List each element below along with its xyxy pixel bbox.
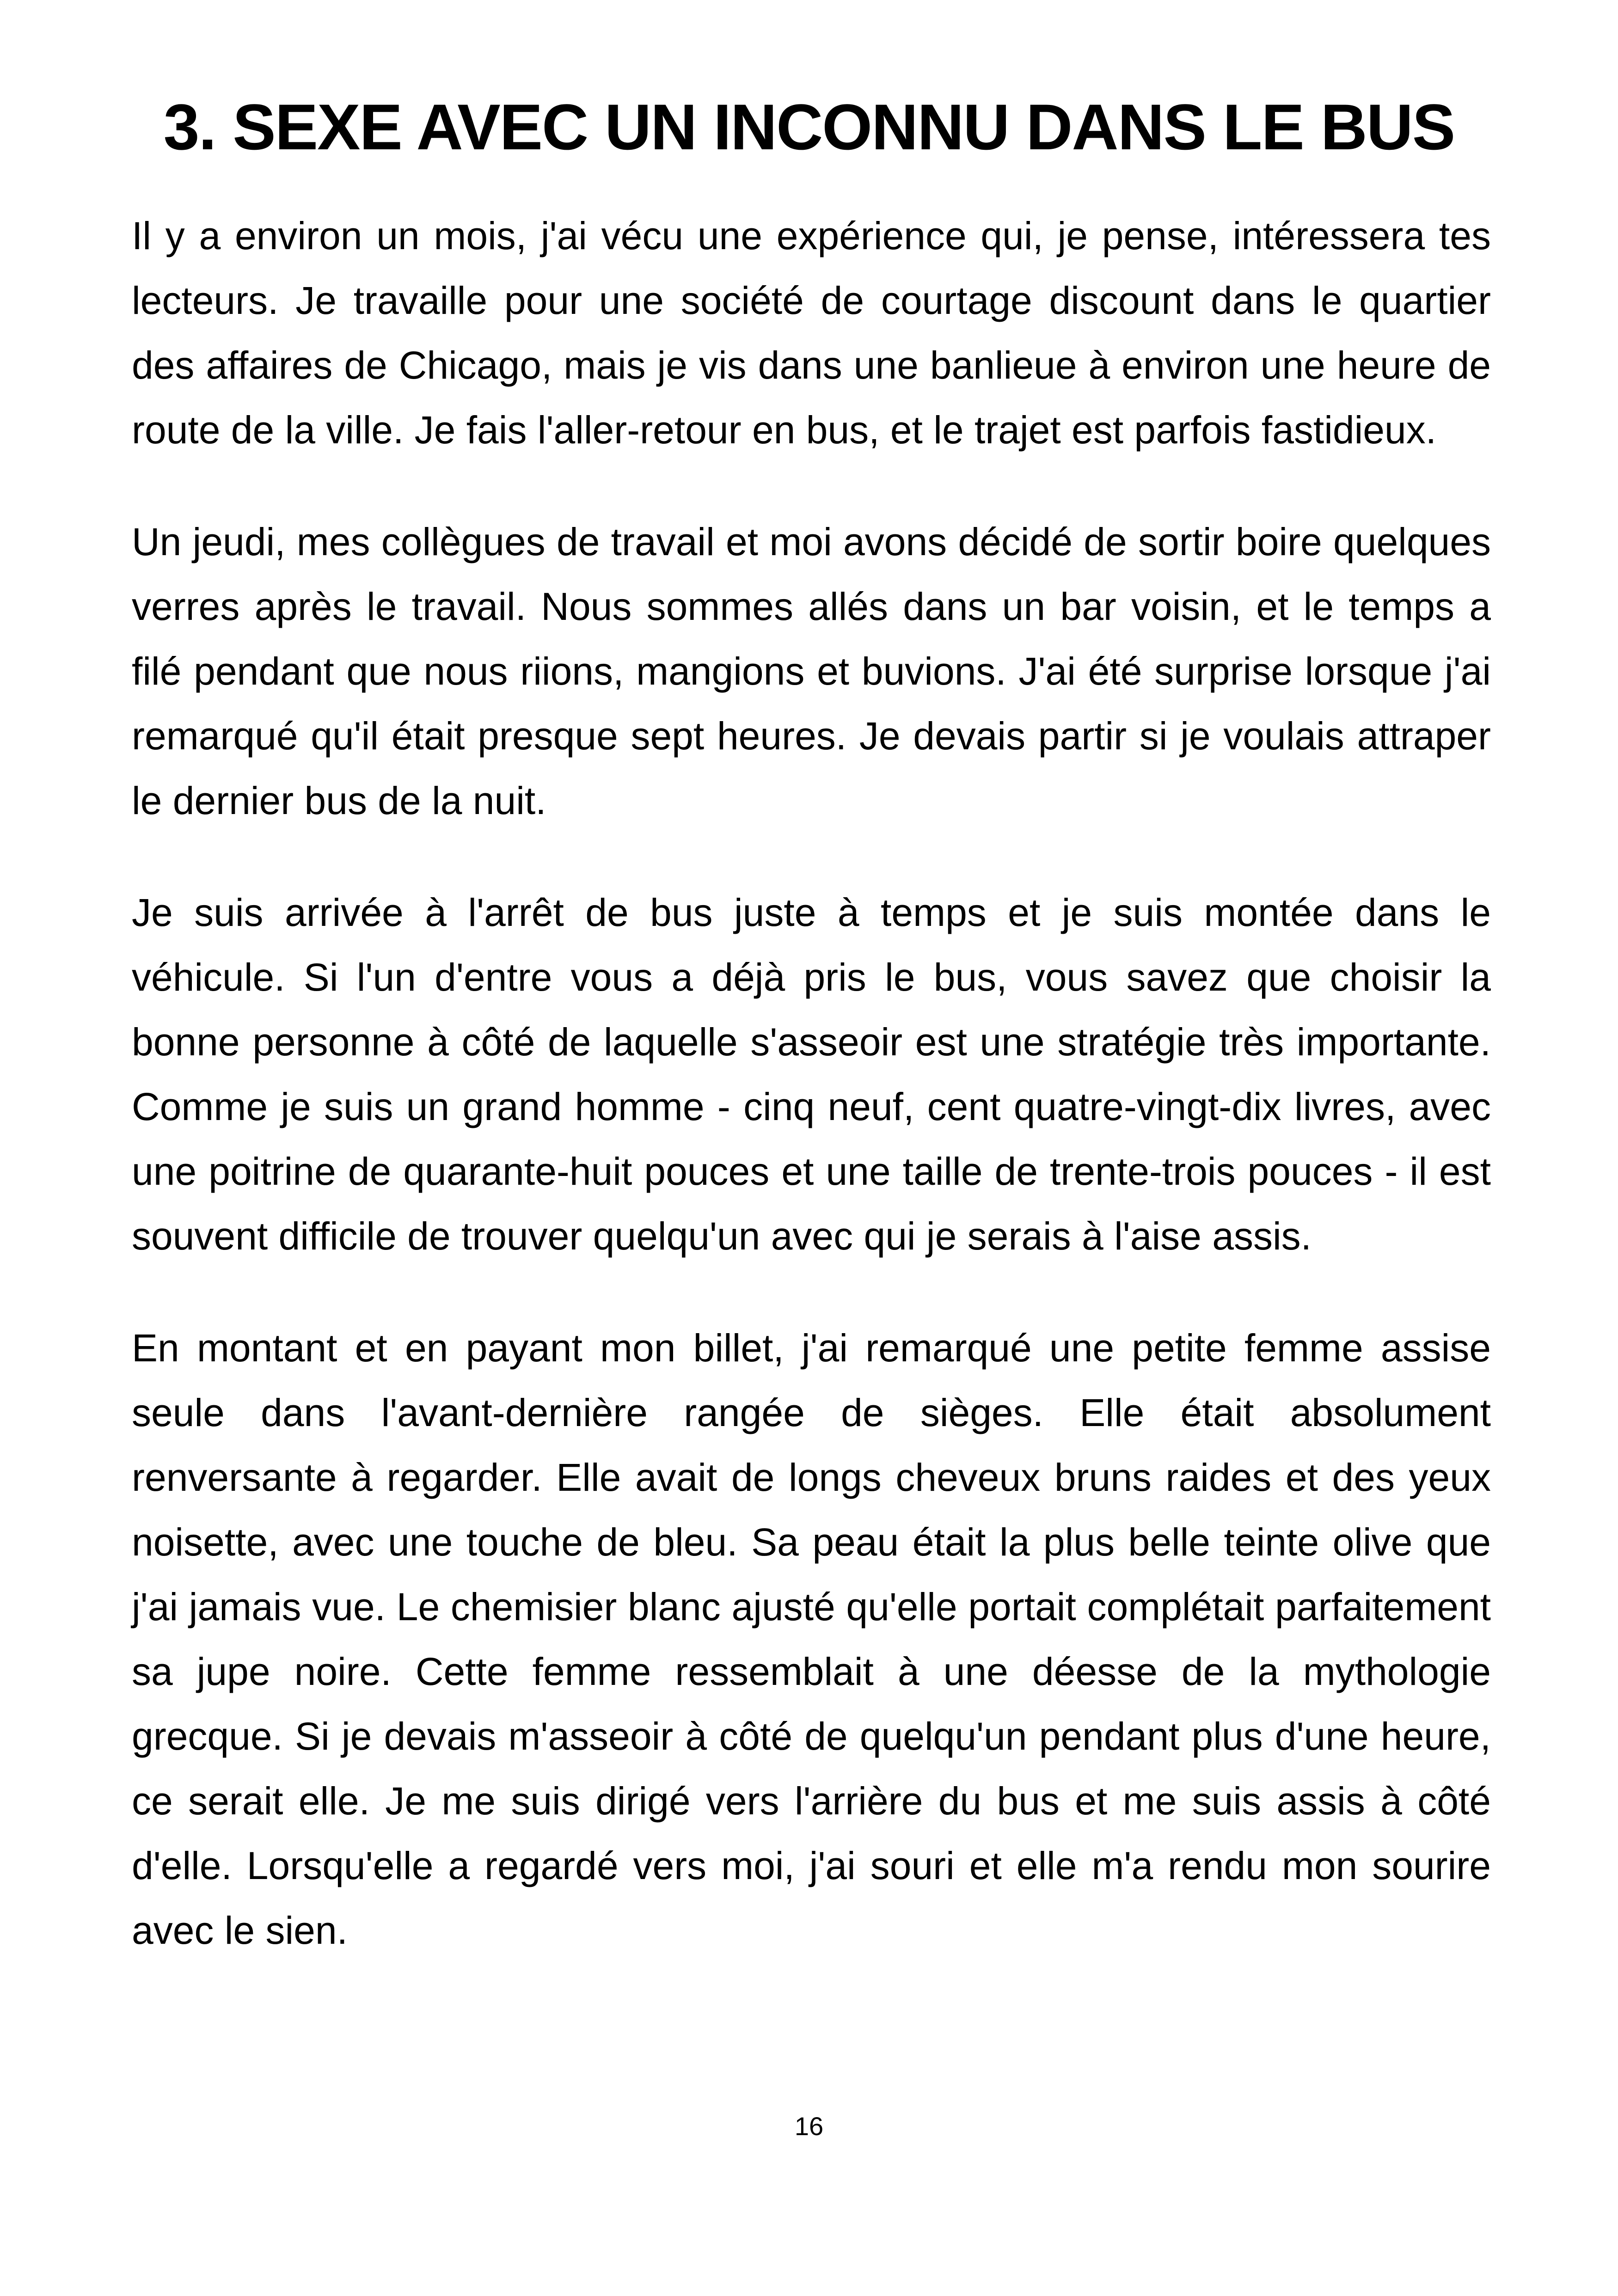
body-text: [132, 203, 1491, 2010]
paragraph-3: Je suis arrivée à l'arrêt de bus juste à temps et je suis montée dans le véhicule. Si l'un d'entre vous a déjà pris le bus, vous savez que choisir la bonne personne à côté de laquelle s'asseoir est une stratégie très importante. Comme je suis un grand homme - cinq neuf, cent quatre-vingt-dix livres, avec une poitrine de quarante-huit pouces et une taille de trente-trois pouces - il est souvent difficile de trouver quelqu'un avec qui je serais à l'aise assis.: [132, 891, 1491, 1258]
paragraph-4: En montant et en payant mon billet, j'ai remarqué une petite femme assise seule dans l'avant-dernière rangée de sièges. Elle était absolument renversante à regarder. Elle avait de longs cheveux bruns raides et des yeux noisette, avec une touche de bleu. Sa peau était la plus belle teinte olive que j'ai jamais vue. Le chemisier blanc ajusté qu'elle portait complétait parfaitement sa jupe noire. Cette femme ressemblait à une déesse de la mythologie grecque. Si je devais m'asseoir à côté de quelqu'un pendant plus d'une heure, ce serait elle. Je me suis dirigé vers l'arrière du bus et me suis assis à côté d'elle. Lorsqu'elle a regardé vers moi, j'ai souri et elle m'a rendu mon sourire avec le sien.: [132, 1326, 1491, 1952]
page-number: 16: [794, 2112, 824, 2141]
paragraph-2: Un jeudi, mes collègues de travail et moi avons décidé de sortir boire quelques verres après le travail. Nous sommes allés dans un bar voisin, et le temps a filé pendant que nous riions, mangions et buvions. J'ai été surprise lorsque j'ai remarqué qu'il était presque sept heures. Je devais partir si je voulais attraper le dernier bus de la nuit.: [132, 520, 1491, 822]
chapter-title: 3. SEXE AVEC UN INCONNU DANS LE BUS: [163, 91, 1455, 163]
paragraph-1: Il y a environ un mois, j'ai vécu une expérience qui, je pense, intéressera tes lecteurs. Je travaille pour une société de courtage discount dans le quartier des affaires de Chicago, mais je vis dans une banlieue à environ une heure de route de la ville. Je fais l'aller-retour en bus, et le trajet est parfois fastidieux.: [132, 214, 1491, 452]
